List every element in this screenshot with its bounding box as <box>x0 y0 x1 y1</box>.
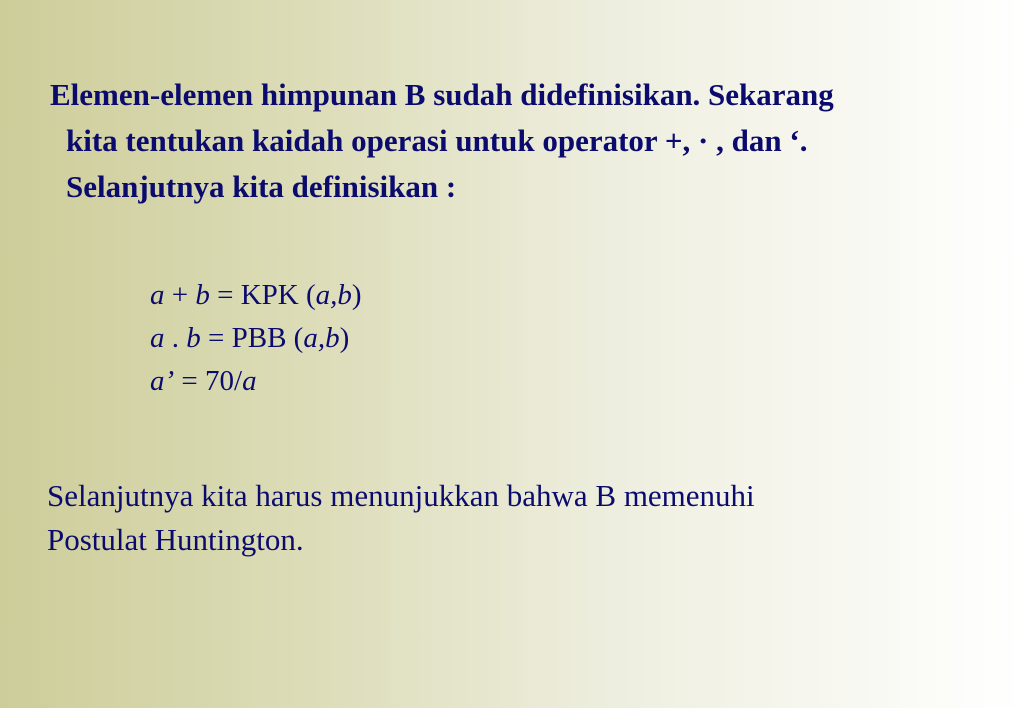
intro-paragraph <box>50 72 990 210</box>
formula-arg: a <box>242 365 257 397</box>
formula-var-a-prime: a’ <box>150 365 175 397</box>
conclusion-line-2: Postulat Huntington. <box>47 522 304 557</box>
formula-var-b: b <box>186 322 201 354</box>
formula-args: a,b <box>303 322 340 354</box>
formula-close: ) <box>339 322 350 354</box>
formula-addition <box>150 274 362 317</box>
intro-line-3: Selanjutnya kita definisikan : <box>66 169 457 204</box>
formula-complement <box>150 360 362 403</box>
formula-args: a,b <box>315 279 352 311</box>
formula-list <box>150 274 362 403</box>
formula-close: ) <box>351 279 362 311</box>
formula-function: = PBB ( <box>200 322 304 354</box>
formula-function: = 70/ <box>174 365 243 397</box>
formula-multiplication <box>150 317 362 360</box>
conclusion-paragraph <box>47 474 987 562</box>
intro-line-1: Elemen-elemen himpunan B sudah didefinisikan. Sekarang <box>50 77 834 112</box>
intro-line-2: kita tentukan kaidah operasi untuk operator +, · , dan ‘. <box>66 123 808 158</box>
conclusion-line-1: Selanjutnya kita harus menunjukkan bahwa B memenuhi <box>47 478 755 513</box>
formula-operator: + <box>164 279 196 311</box>
formula-var-a: a <box>150 279 165 311</box>
formula-var-b: b <box>195 279 210 311</box>
formula-function: = KPK ( <box>209 279 316 311</box>
formula-operator: . <box>164 322 187 354</box>
formula-var-a: a <box>150 322 165 354</box>
